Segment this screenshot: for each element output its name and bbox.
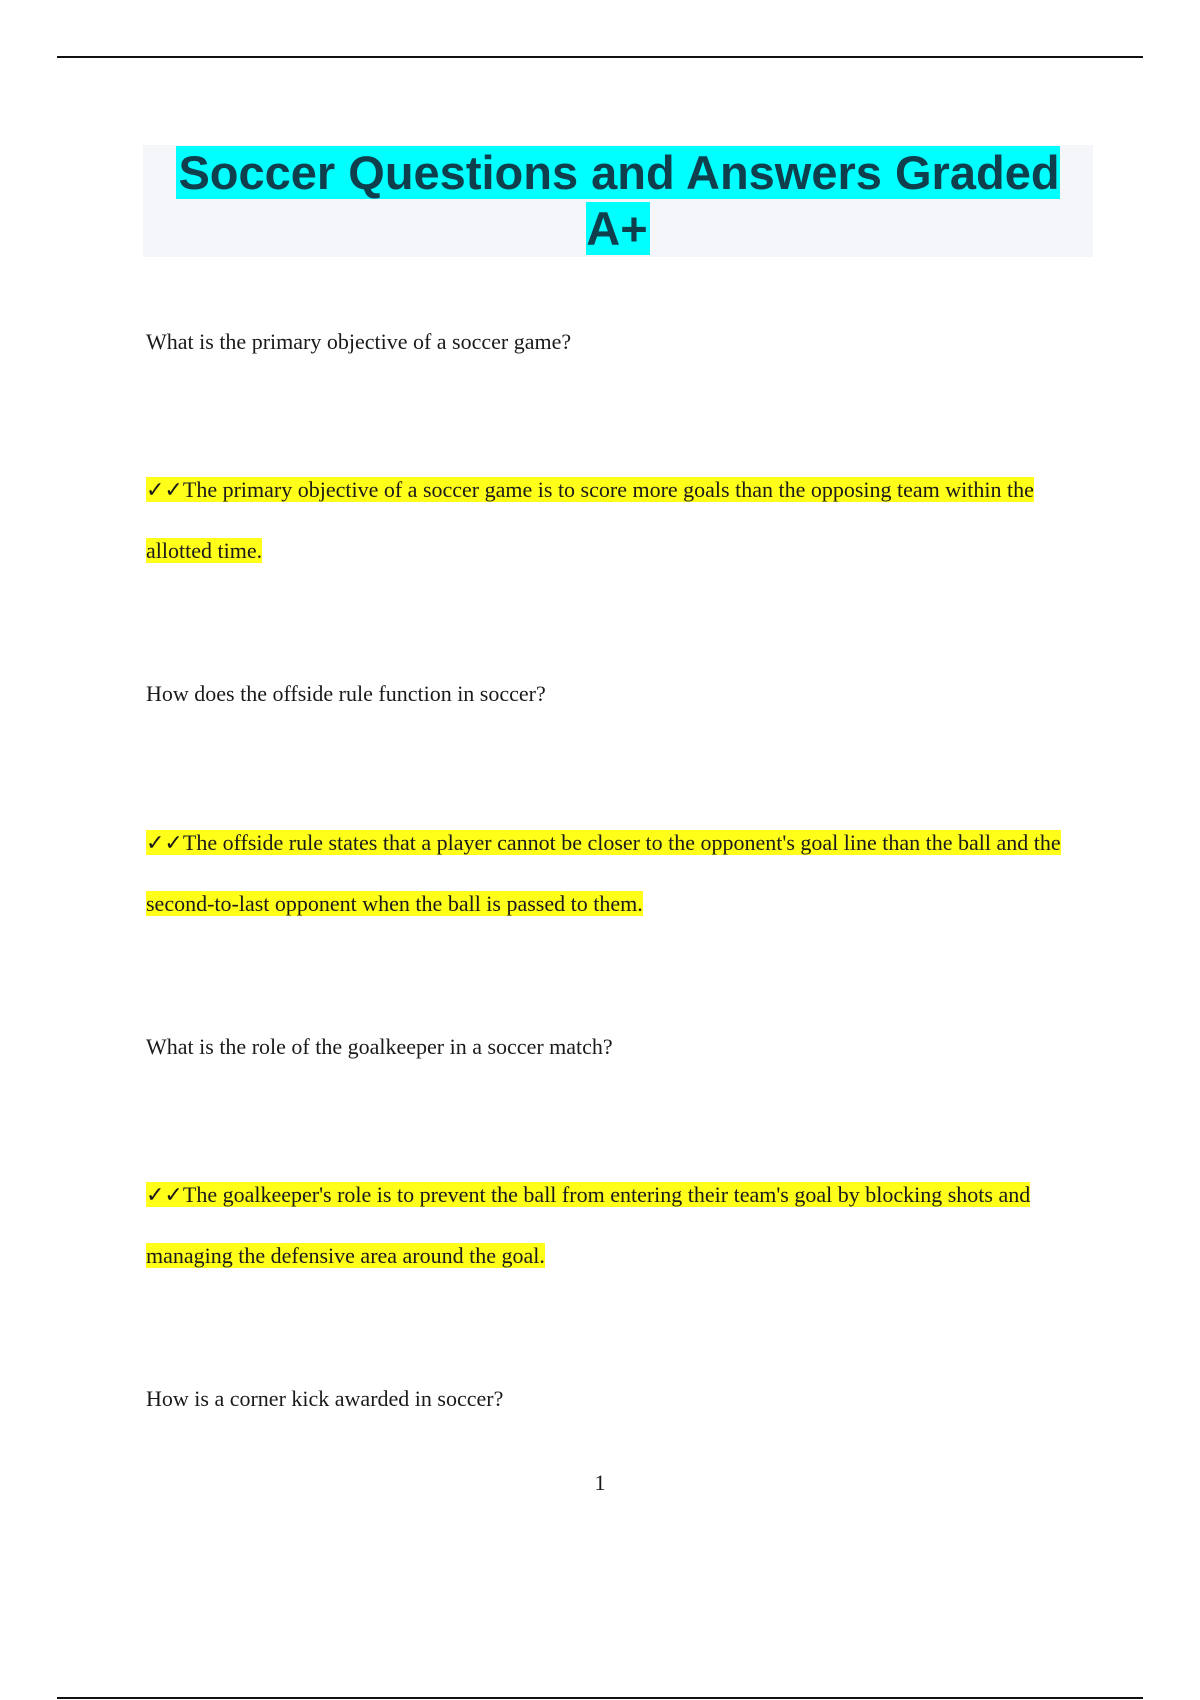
title-box (143, 145, 1093, 257)
answer-1-text: The primary objective of a soccer game is to score more goals than the opposing team within the allotted time. (146, 477, 1034, 563)
question-1: What is the primary objective of a soccer game? (146, 329, 572, 354)
question-3: What is the role of the goalkeeper in a soccer match? (146, 1034, 613, 1059)
check-icon: ✓✓ (146, 831, 183, 856)
answer-2 (146, 813, 1086, 934)
answer-3 (146, 1165, 1086, 1286)
bottom-rule (57, 1697, 1143, 1699)
check-icon: ✓✓ (146, 1183, 183, 1208)
page-title: Soccer Questions and Answers Graded A+ (178, 146, 1060, 255)
question-4: How is a corner kick awarded in soccer? (146, 1386, 504, 1411)
question-2: How does the offside rule function in soccer? (146, 681, 546, 706)
check-icon: ✓✓ (146, 478, 183, 503)
answer-3-text: The goalkeeper's role is to prevent the ball from entering their team's goal by blocking shots and managing the defensive area around the goal. (146, 1182, 1031, 1268)
top-rule (57, 56, 1143, 58)
answer-2-text: The offside rule states that a player cannot be closer to the opponent's goal line than the ball and the second-to-last opponent when the ball is passed to them. (146, 830, 1061, 916)
answer-1 (146, 460, 1086, 581)
page-number: 1 (594, 1470, 606, 1495)
